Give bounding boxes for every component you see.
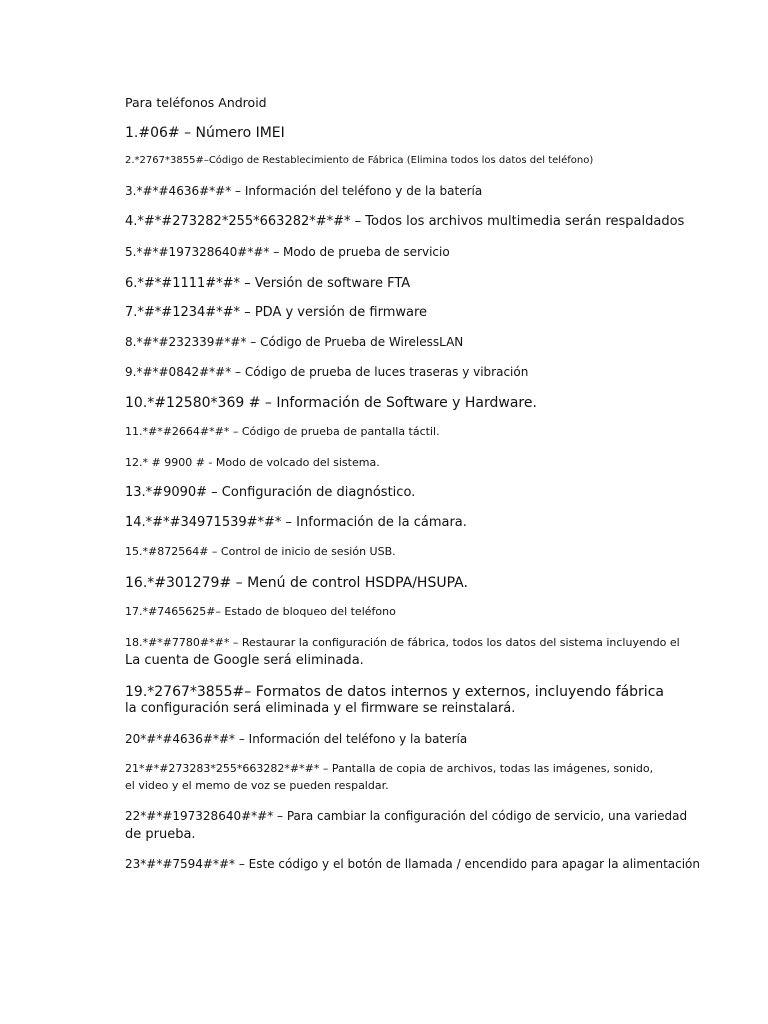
code-line-10: 10.*#12580*369 # – Información de Software y Hardware. — [125, 395, 537, 411]
code-line-22: 22*#*#197328640#*#* – Para cambiar la configuración del código de servicio, una variedad — [125, 809, 688, 823]
code-line-9: 9.*#*#0842#*#* – Código de prueba de luces traseras y vibración — [125, 365, 529, 379]
code-line-11: 11.*#*#2664#*#* – Código de prueba de pantalla táctil. — [125, 425, 440, 438]
code-line-1: 1.#06# – Número IMEI — [125, 125, 285, 141]
code-line-17: 17.*#7465625#– Estado de bloqueo del teléfono — [125, 605, 396, 618]
document-heading: Para teléfonos Android — [125, 95, 267, 110]
code-line-13: 13.*#9090# – Configuración de diagnóstico. — [125, 485, 416, 500]
code-line-16: 16.*#301279# – Menú de control HSDPA/HSUPA. — [125, 575, 468, 591]
code-line-19-continued: la configuración será eliminada y el firmware se reinstalará. — [125, 701, 516, 716]
code-line-21: 21*#*#273283*255*663282*#*#* – Pantalla de copia de archivos, todas las imágenes, sonido, — [125, 762, 654, 775]
code-line-3: 3.*#*#4636#*#* – Información del teléfono y de la batería — [125, 184, 483, 198]
code-line-14: 14.*#*#34971539#*#* – Información de la cámara. — [125, 515, 467, 530]
code-line-7: 7.*#*#1234#*#* – PDA y versión de firmware — [125, 305, 428, 320]
code-line-18: 18.*#*#7780#*#* – Restaurar la configuración de fábrica, todos los datos del sistema incluyendo el — [125, 636, 680, 649]
code-line-2: 2.*2767*3855#–Código de Restablecimiento de Fábrica (Elimina todos los datos del teléfono) — [125, 155, 594, 166]
code-line-5: 5.*#*#197328640#*#* – Modo de prueba de servicio — [125, 245, 450, 259]
code-line-23: 23*#*#7594#*#* – Este código y el botón de llamada / encendido para apagar la alimentación — [125, 857, 701, 871]
code-line-20: 20*#*#4636#*#* – Información del teléfono y la batería — [125, 732, 468, 746]
code-line-22-continued: de prueba. — [125, 827, 196, 842]
code-line-19: 19.*2767*3855#– Formatos de datos internos y externos, incluyendo fábrica — [125, 684, 664, 700]
code-line-4: 4.*#*#273282*255*663282*#*#* – Todos los archivos multimedia serán respaldados — [125, 214, 685, 229]
code-line-12: 12.* # 9900 # - Modo de volcado del sistema. — [125, 456, 380, 469]
code-line-21-continued: el video y el memo de voz se pueden respaldar. — [125, 779, 389, 792]
code-line-8: 8.*#*#232339#*#* – Código de Prueba de WirelessLAN — [125, 335, 464, 349]
code-line-6: 6.*#*#1111#*#* – Versión de software FTA — [125, 276, 411, 291]
code-line-18-continued: La cuenta de Google será eliminada. — [125, 653, 364, 668]
code-line-15: 15.*#872564# – Control de inicio de sesión USB. — [125, 545, 396, 558]
